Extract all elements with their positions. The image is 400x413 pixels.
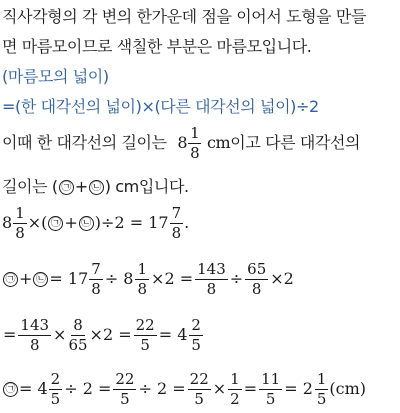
eq4-equals-whole-2: = 2	[284, 379, 313, 398]
circled-a-symbol: ㉠	[59, 180, 74, 195]
eq4-fraction-6	[315, 372, 329, 407]
eq1-den-2: 8	[171, 224, 182, 242]
plus-sign: +	[74, 177, 88, 196]
eq4-num-2: 22	[115, 370, 135, 388]
eq1-period: .	[184, 213, 190, 232]
eq3-den-4: 5	[191, 336, 201, 354]
other-diagonal-sentence	[2, 174, 189, 197]
diagonal-mixed-number	[177, 124, 207, 162]
eq4-den-4: 2	[230, 390, 240, 408]
mixed-whole: 8	[177, 133, 188, 152]
explanation-line-2: 면 마름모이므로 색칠한 부분은 마름모입니다.	[2, 37, 312, 56]
equation-3	[2, 318, 204, 353]
circled-a-symbol: ㉠	[3, 382, 18, 397]
eq1-fraction-1	[13, 206, 27, 241]
eq2-den-3: 8	[206, 280, 217, 298]
diagonal-length-sentence	[2, 126, 360, 161]
eq1-fraction-2	[170, 206, 184, 241]
eq4-den-3: 5	[194, 390, 204, 408]
eq1-plus: +	[64, 213, 78, 232]
eq2-equals-whole: = 17	[49, 269, 89, 288]
eq2-num-4: 65	[247, 260, 267, 278]
sentence-part-c-post: ) cm입니다.	[104, 177, 189, 196]
circled-a-symbol: ㉠	[48, 216, 63, 231]
circled-b-symbol: ㉡	[79, 216, 94, 231]
eq4-fraction-3	[188, 372, 211, 407]
eq1-num-1: 1	[15, 204, 25, 222]
eq4-num-1: 2	[50, 370, 61, 388]
eq4-equals: =	[243, 379, 258, 398]
eq2-times-equals: ×2 =	[151, 269, 194, 288]
eq2-divide-whole: ÷ 8	[104, 269, 134, 288]
eq3-equals-whole: = 4	[158, 325, 188, 344]
eq3-fraction-4	[189, 318, 203, 353]
eq2-num-1: 7	[91, 260, 101, 278]
eq3-fraction-2	[68, 318, 87, 353]
equation-2	[2, 262, 295, 297]
eq4-num-3: 22	[189, 370, 209, 388]
eq3-times: ×	[53, 325, 67, 344]
eq3-num-2: 8	[73, 316, 83, 334]
eq1-num-2: 7	[171, 204, 182, 222]
eq2-den-1: 8	[91, 280, 101, 298]
eq2-num-2: 1	[137, 260, 148, 278]
eq4-den-2: 5	[120, 390, 130, 408]
eq4-den-5: 5	[265, 390, 276, 408]
eq4-fraction-2	[113, 372, 136, 407]
eq4-unit-cm: (cm)	[329, 379, 367, 398]
eq4-num-4: 1	[230, 370, 240, 388]
eq1-den-1: 8	[15, 224, 25, 242]
eq3-equals: =	[3, 325, 17, 344]
eq2-fraction-1	[89, 262, 103, 297]
eq2-times-2: ×2	[270, 269, 294, 288]
area-formula-title: (마름모의 넓이)	[2, 67, 109, 86]
explanation-line-1: 직사각형의 각 변의 한가운데 점을 이어서 도형을 만들	[2, 7, 367, 26]
eq3-den-1: 8	[29, 336, 40, 354]
eq4-fraction-1	[49, 372, 63, 407]
eq4-times: ×	[212, 379, 227, 398]
eq1-whole: 8	[2, 213, 13, 232]
eq4-num-6: 1	[316, 370, 327, 388]
unit-cm: cm	[206, 133, 231, 152]
eq1-times-open: ×(	[27, 213, 48, 232]
eq2-plus: +	[19, 269, 33, 288]
eq1-tail: )÷2 = 17	[94, 213, 169, 232]
eq3-num-4: 2	[191, 316, 201, 334]
eq4-equals-whole: = 4	[19, 379, 48, 398]
sentence-part-b: 이고 다른 대각선의	[230, 133, 361, 152]
fraction-denominator: 8	[190, 144, 200, 162]
eq3-den-3: 5	[140, 336, 150, 354]
eq3-fraction-3	[134, 318, 157, 353]
area-formula-expression: =(한 대각선의 넓이)×(다른 대각선의 넓이)÷2	[2, 97, 319, 116]
equation-4	[2, 372, 366, 407]
circled-b-symbol: ㉡	[89, 180, 104, 195]
eq4-den-1: 5	[50, 390, 61, 408]
eq4-num-5: 11	[261, 370, 281, 388]
eq3-times-equals: ×2 =	[89, 325, 132, 344]
eq2-fraction-4	[245, 262, 268, 297]
eq3-fraction-1	[18, 318, 51, 353]
eq4-divide-equals-1: ÷ 2 =	[64, 379, 112, 398]
equation-1	[2, 206, 189, 241]
eq2-den-4: 8	[251, 280, 262, 298]
mixed-fraction	[188, 126, 201, 161]
eq4-fraction-5	[259, 372, 282, 407]
eq3-num-3: 22	[135, 316, 155, 334]
eq2-fraction-3	[195, 262, 228, 297]
circled-a-symbol: ㉠	[3, 272, 18, 287]
eq2-divide: ÷	[229, 269, 244, 288]
eq4-fraction-4	[228, 372, 242, 407]
eq3-den-2: 65	[68, 336, 88, 354]
eq3-num-1: 143	[20, 316, 50, 334]
eq2-fraction-2	[135, 262, 149, 297]
eq4-den-6: 5	[316, 390, 327, 408]
eq4-divide-equals-2: ÷ 2 =	[138, 379, 186, 398]
circled-b-symbol: ㉡	[33, 272, 48, 287]
eq2-num-3: 143	[197, 260, 226, 278]
sentence-part-c-pre: 길이는 (	[2, 177, 58, 196]
eq2-den-2: 8	[137, 280, 148, 298]
sentence-part-a: 이때 한 대각선의 길이는	[2, 133, 167, 152]
fraction-numerator: 1	[190, 124, 200, 142]
